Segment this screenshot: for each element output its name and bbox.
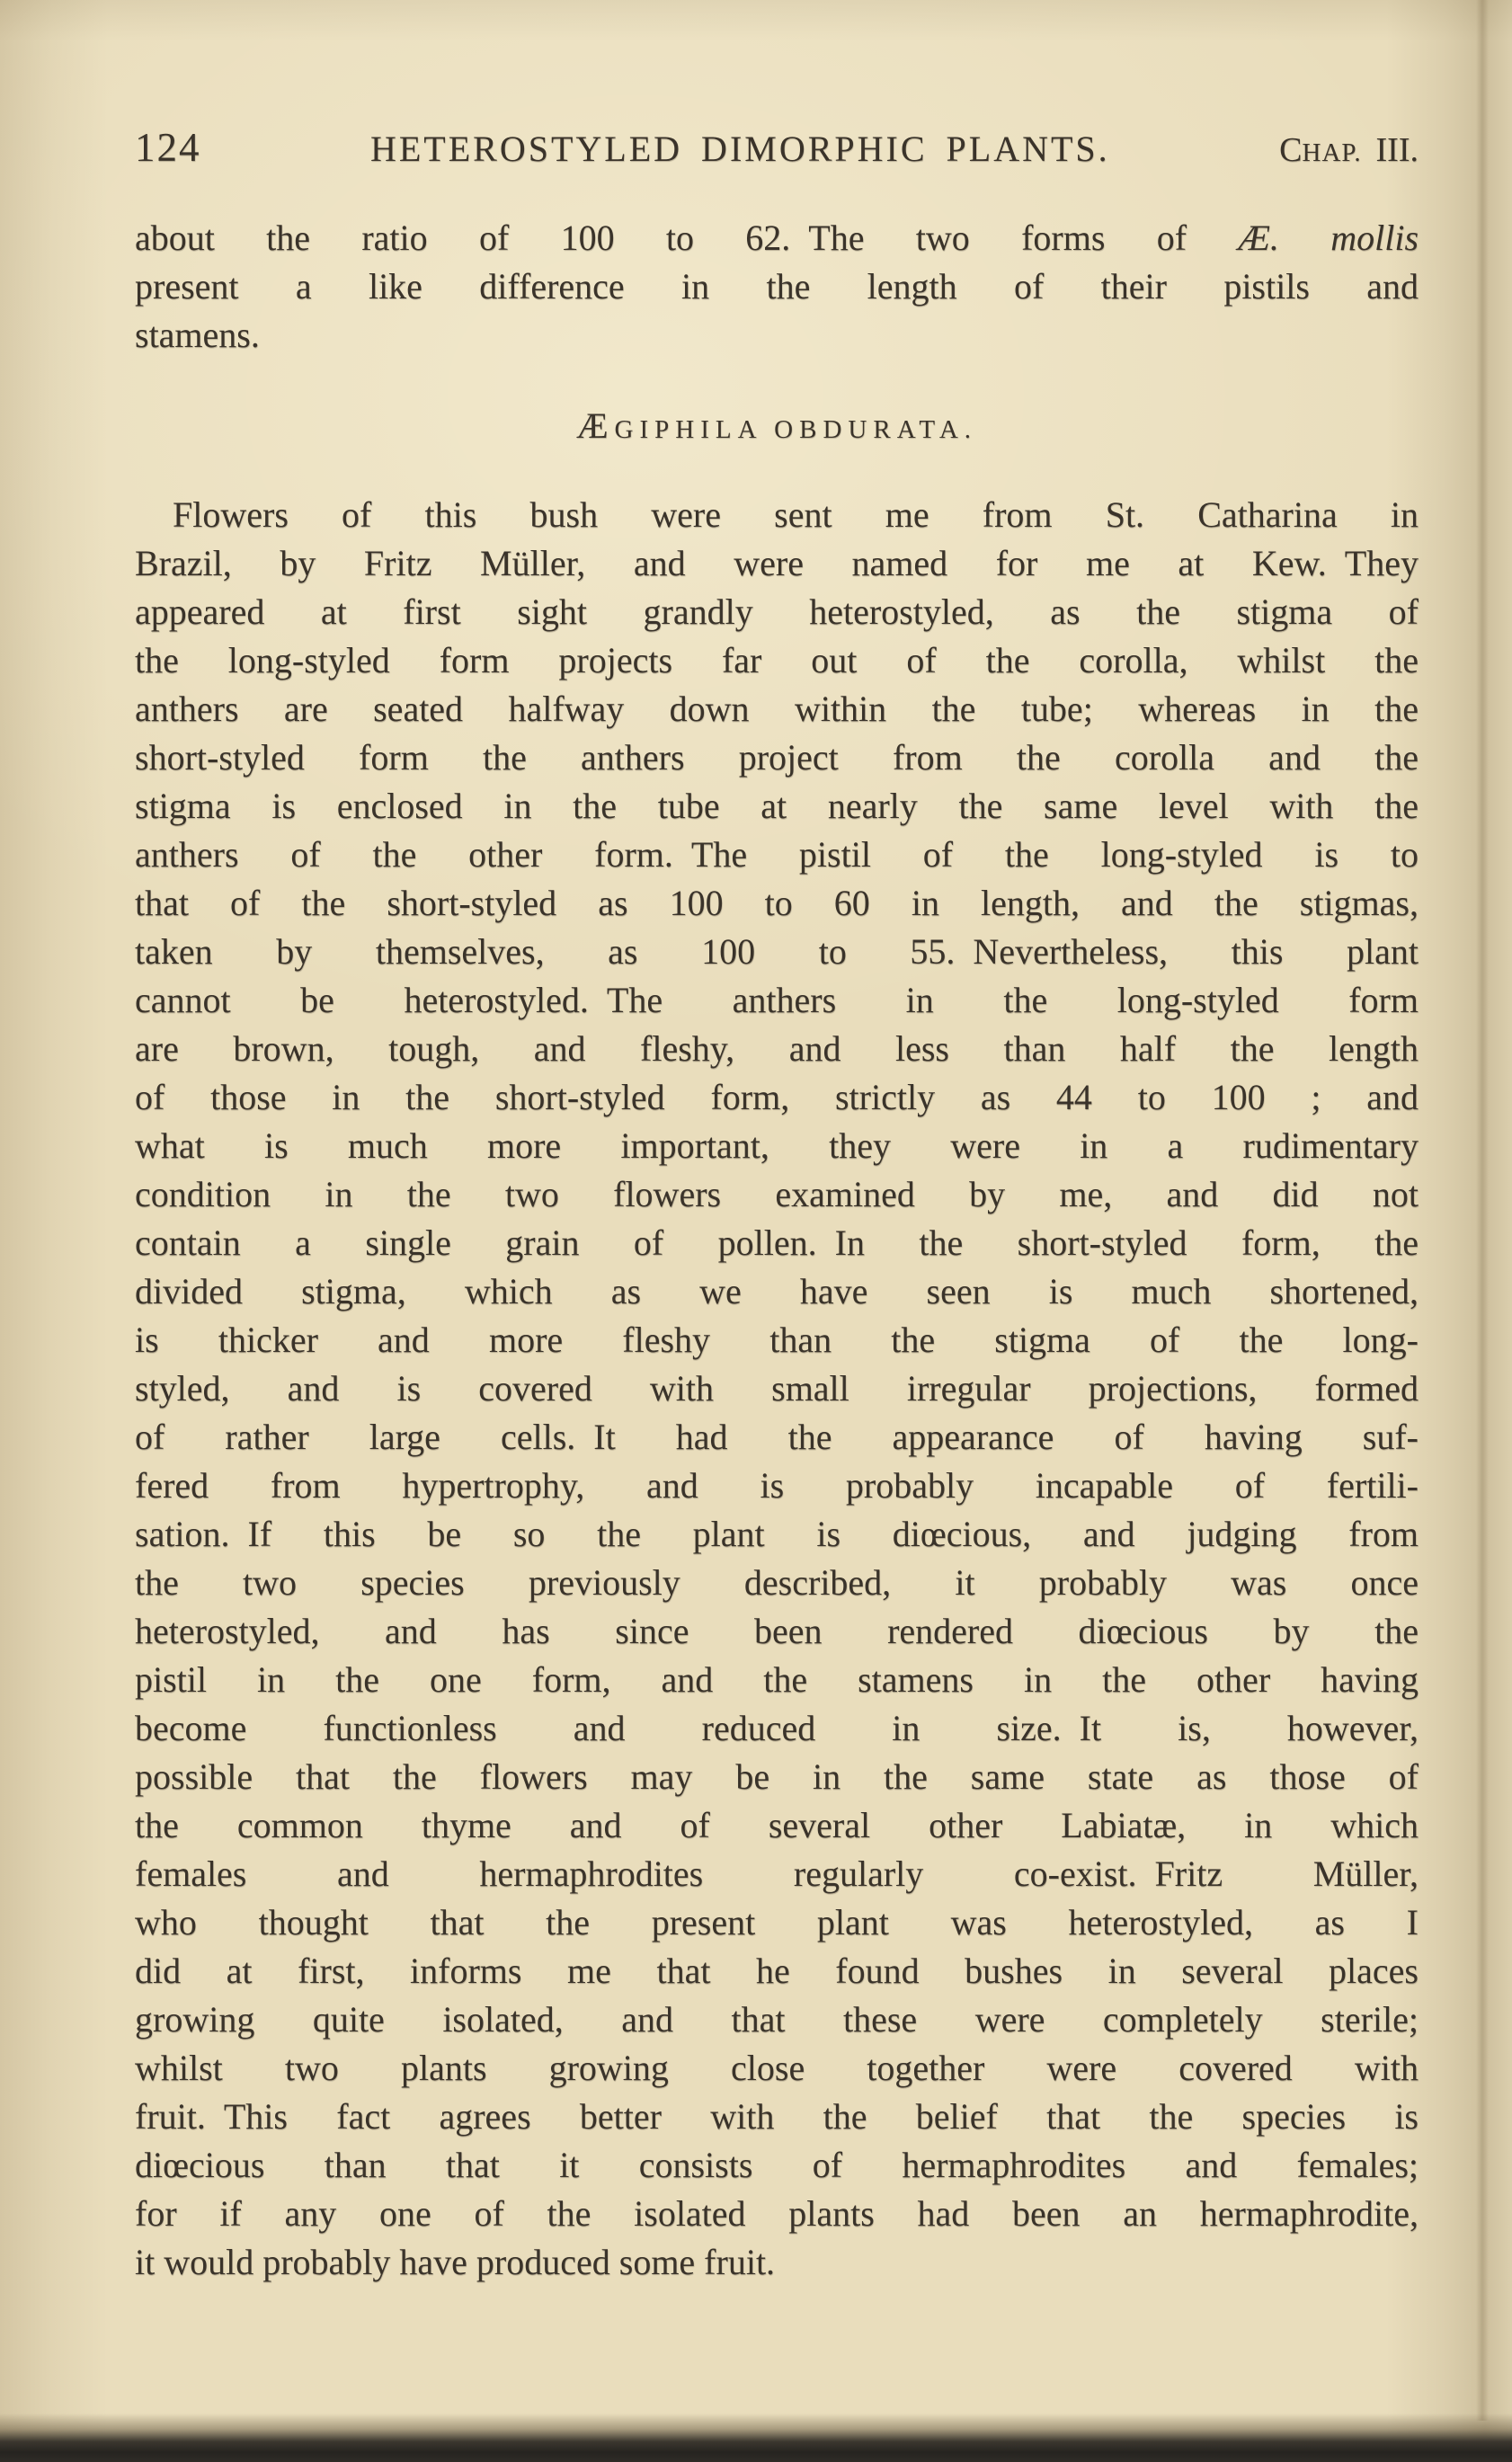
text-line: whilst two plants growing close together were covered with — [135, 2048, 1419, 2088]
text-line: taken by themselves, as 100 to 55. Nevertheless, this plant — [135, 931, 1419, 972]
body-paragraph — [135, 491, 1419, 2287]
page-body — [135, 214, 1419, 2287]
text-line: is thicker and more fleshy than the stigma of the long- — [135, 1320, 1419, 1360]
page-bottom-edge — [0, 2413, 1512, 2462]
text-line: short-styled form the anthers project from the corolla and the — [135, 737, 1419, 778]
text-line: heterostyled, and has since been rendered diœcious by the — [135, 1611, 1419, 1651]
text-line: the common thyme and of several other Labiatæ, in which — [135, 1805, 1419, 1845]
chapter-numeral: III. — [1375, 131, 1419, 169]
text-line: about the ratio of 100 to 62. The two forms of Æ. mollis — [135, 218, 1419, 258]
section-heading-small-caps: GIPHILA OBDURATA. — [614, 415, 978, 444]
running-title: HETEROSTYLED DIMORPHIC PLANTS. — [369, 129, 1110, 169]
text-line: fruit. This fact agrees better with the belief that the species is — [135, 2096, 1419, 2137]
text-line: growing quite isolated, and that these were completely sterile; — [135, 1999, 1419, 2040]
text-line: Brazil, by Fritz Müller, and were named for me at Kew. They — [135, 543, 1419, 583]
text-line: pistil in the one form, and the stamens in the other having — [135, 1659, 1419, 1700]
section-heading — [135, 401, 1419, 455]
text-line: of rather large cells. It had the appearance of having suf- — [135, 1417, 1419, 1457]
page-number: 124 — [135, 125, 201, 170]
text-line: styled, and is covered with small irregular projections, formed — [135, 1368, 1419, 1409]
text-line: stamens. — [135, 315, 260, 355]
chapter-lead: C — [1279, 131, 1303, 169]
text-line: the two species previously described, it probably was once — [135, 1562, 1419, 1603]
text-line: cannot be heterostyled. The anthers in the long-styled form — [135, 980, 1419, 1020]
intro-paragraph — [135, 214, 1419, 360]
text-line: contain a single grain of pollen. In the short-styled form, the — [135, 1222, 1419, 1263]
text-line: anthers are seated halfway down within the tube; whereas in the — [135, 689, 1419, 729]
text-line: of those in the short-styled form, strictly as 44 to 100 ; and — [135, 1077, 1419, 1117]
chapter-label — [1279, 130, 1419, 170]
text-line: it would probably have produced some fruit. — [135, 2242, 776, 2282]
text-line: did at first, informs me that he found bushes in several places — [135, 1951, 1419, 1991]
text-line: who thought that the present plant was heterostyled, as I — [135, 1902, 1419, 1942]
section-heading-lead: Æ — [575, 405, 615, 446]
chapter-small-caps: HAP. — [1302, 138, 1362, 167]
text-line: possible that the flowers may be in the same state as those of — [135, 1756, 1419, 1797]
text-line: that of the short-styled as 100 to 60 in length, and the stigmas, — [135, 883, 1419, 923]
text-line: condition in the two flowers examined by me, and did not — [135, 1174, 1419, 1214]
text-line: sation. If this be so the plant is diœcious, and judging from — [135, 1514, 1419, 1554]
text-line: what is much more important, they were in a rudimentary — [135, 1125, 1419, 1166]
text-line: appeared at first sight grandly heterostyled, as the stigma of — [135, 591, 1419, 632]
page-crease-shadow — [1476, 0, 1489, 2421]
text-line: become functionless and reduced in size. It is, however, — [135, 1708, 1419, 1748]
text-line: diœcious than that it consists of hermaphrodites and females; — [135, 2145, 1419, 2185]
text-line: anthers of the other form. The pistil of the long-styled is to — [135, 834, 1419, 875]
text-line: are brown, tough, and fleshy, and less than half the length — [135, 1028, 1419, 1069]
text-line: divided stigma, which as we have seen is much shortened, — [135, 1271, 1419, 1311]
text-line: Flowers of this bush were sent me from St. Catharina in — [173, 494, 1419, 535]
text-line: present a like difference in the length of their pistils and — [135, 266, 1419, 307]
page-header — [135, 124, 1419, 171]
text-line: fered from hypertrophy, and is probably incapable of fertili- — [135, 1465, 1419, 1506]
text-line: the long-styled form projects far out of the corolla, whilst the — [135, 640, 1419, 680]
text-line: stigma is enclosed in the tube at nearly the same level with the — [135, 786, 1419, 826]
text-line: for if any one of the isolated plants had been an hermaphrodite, — [135, 2193, 1419, 2234]
text-line: females and hermaphrodites regularly co-exist. Fritz Müller, — [135, 1853, 1419, 1894]
